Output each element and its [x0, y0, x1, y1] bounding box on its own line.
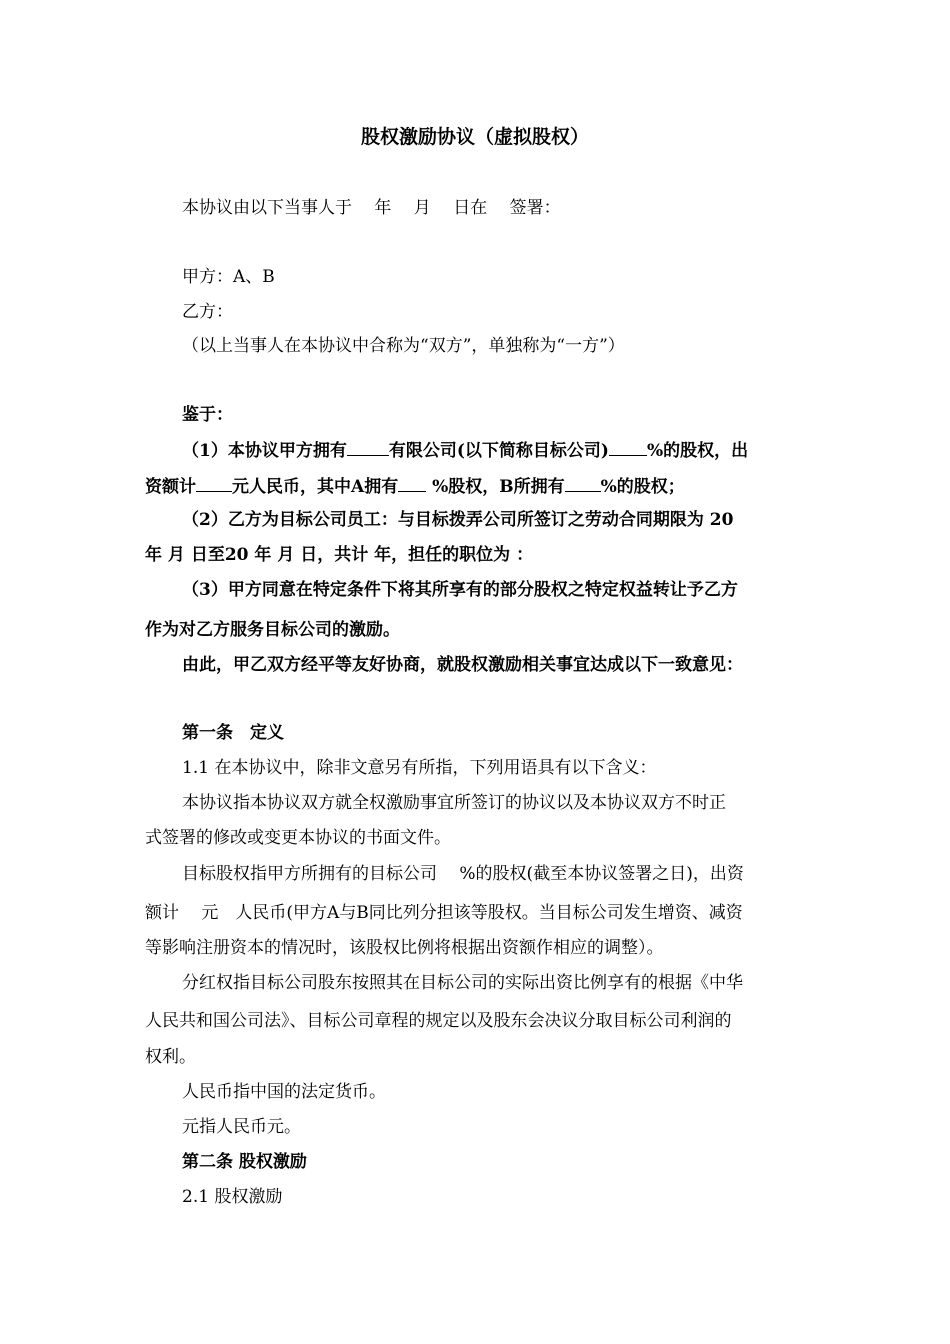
w1-text-a: （1）本协议甲方拥有	[182, 441, 347, 461]
whereas-1-line1	[182, 439, 748, 461]
def-yuan: 元指人民币元。	[182, 1117, 301, 1137]
whereas-3-line1: （3）甲方同意在特定条件下将其所享有的部分股权之特定权益转让予乙方	[182, 580, 738, 600]
def-agreement-line1: 本协议指本协议双方就全权激励事宜所签订的协议以及本协议双方不时正	[182, 793, 726, 813]
article-2-heading: 第二条 股权激励	[182, 1152, 307, 1172]
definitions-intro: 1.1 在本协议中，除非文意另有所指，下列用语具有以下含义：	[182, 758, 657, 778]
whereas-1-line2	[145, 475, 685, 497]
def-target-line2: 额计 元 人民币(甲方A与B同比列分担该等股权。当目标公司发生增资、减资	[145, 903, 743, 923]
w1-text-f: %股权，B所拥有	[426, 477, 565, 497]
def-dividend-line2: 人民共和国公司法》、目标公司章程的规定以及股东会决议分取目标公司利润的	[145, 1011, 732, 1031]
consensus-line: 由此，甲乙双方经平等友好协商，就股权激励相关事宜达成以下一致意见：	[182, 655, 743, 675]
whereas-2-line2: 年 月 日至20 年 月 日，共计 年，担任的职位为 ：	[145, 545, 534, 565]
whereas-3-line2: 作为对乙方服务目标公司的激励。	[145, 620, 400, 640]
def-target-line3: 等影响注册资本的情况时，该股权比例将根据出资额作相应的调整）。	[145, 938, 664, 958]
w1-text-c: %的股权，出	[646, 441, 749, 461]
whereas-heading: 鉴于：	[182, 405, 233, 425]
def-agreement-line2: 式签署的修改或变更本协议的书面文件。	[145, 828, 451, 848]
blank-b-percent	[565, 475, 601, 492]
def-dividend-line1: 分红权指目标公司股东按照其在目标公司的实际出资比例享有的根据《中华	[182, 973, 743, 993]
party-note: （以上当事人在本协议中合称为“双方”，单独称为“一方”）	[182, 336, 625, 356]
def-target-line1: 目标股权指甲方所拥有的目标公司 %的股权(截至本协议签署之日)，出资	[182, 864, 744, 884]
w1-text-b: 有限公司(以下简称目标公司)	[388, 441, 609, 461]
blank-company	[347, 439, 389, 456]
blank-amount	[196, 475, 232, 492]
w1-text-e: 元人民币，其中A拥有	[232, 477, 399, 497]
w1-text-g: %的股权；	[600, 477, 685, 497]
article-1-heading: 第一条 定义	[182, 723, 284, 743]
def-dividend-line3: 权利。	[145, 1047, 196, 1067]
whereas-2-line1: （2）乙方为目标公司员工：与目标拨弄公司所签订之劳动合同期限为 20	[182, 510, 734, 530]
def-rmb: 人民币指中国的法定货币。	[182, 1082, 386, 1102]
blank-a-percent	[398, 475, 426, 492]
blank-percent	[609, 439, 647, 456]
document-title: 股权激励协议（虚拟股权）	[360, 126, 589, 148]
intro-line: 本协议由以下当事人于 年 月 日在 签署：	[182, 198, 561, 218]
party-a: 甲方：A、B	[182, 267, 275, 287]
article-2-1: 2.1 股权激励	[182, 1187, 283, 1207]
w1-text-d: 资额计	[145, 477, 196, 497]
party-b: 乙方：	[182, 302, 233, 322]
